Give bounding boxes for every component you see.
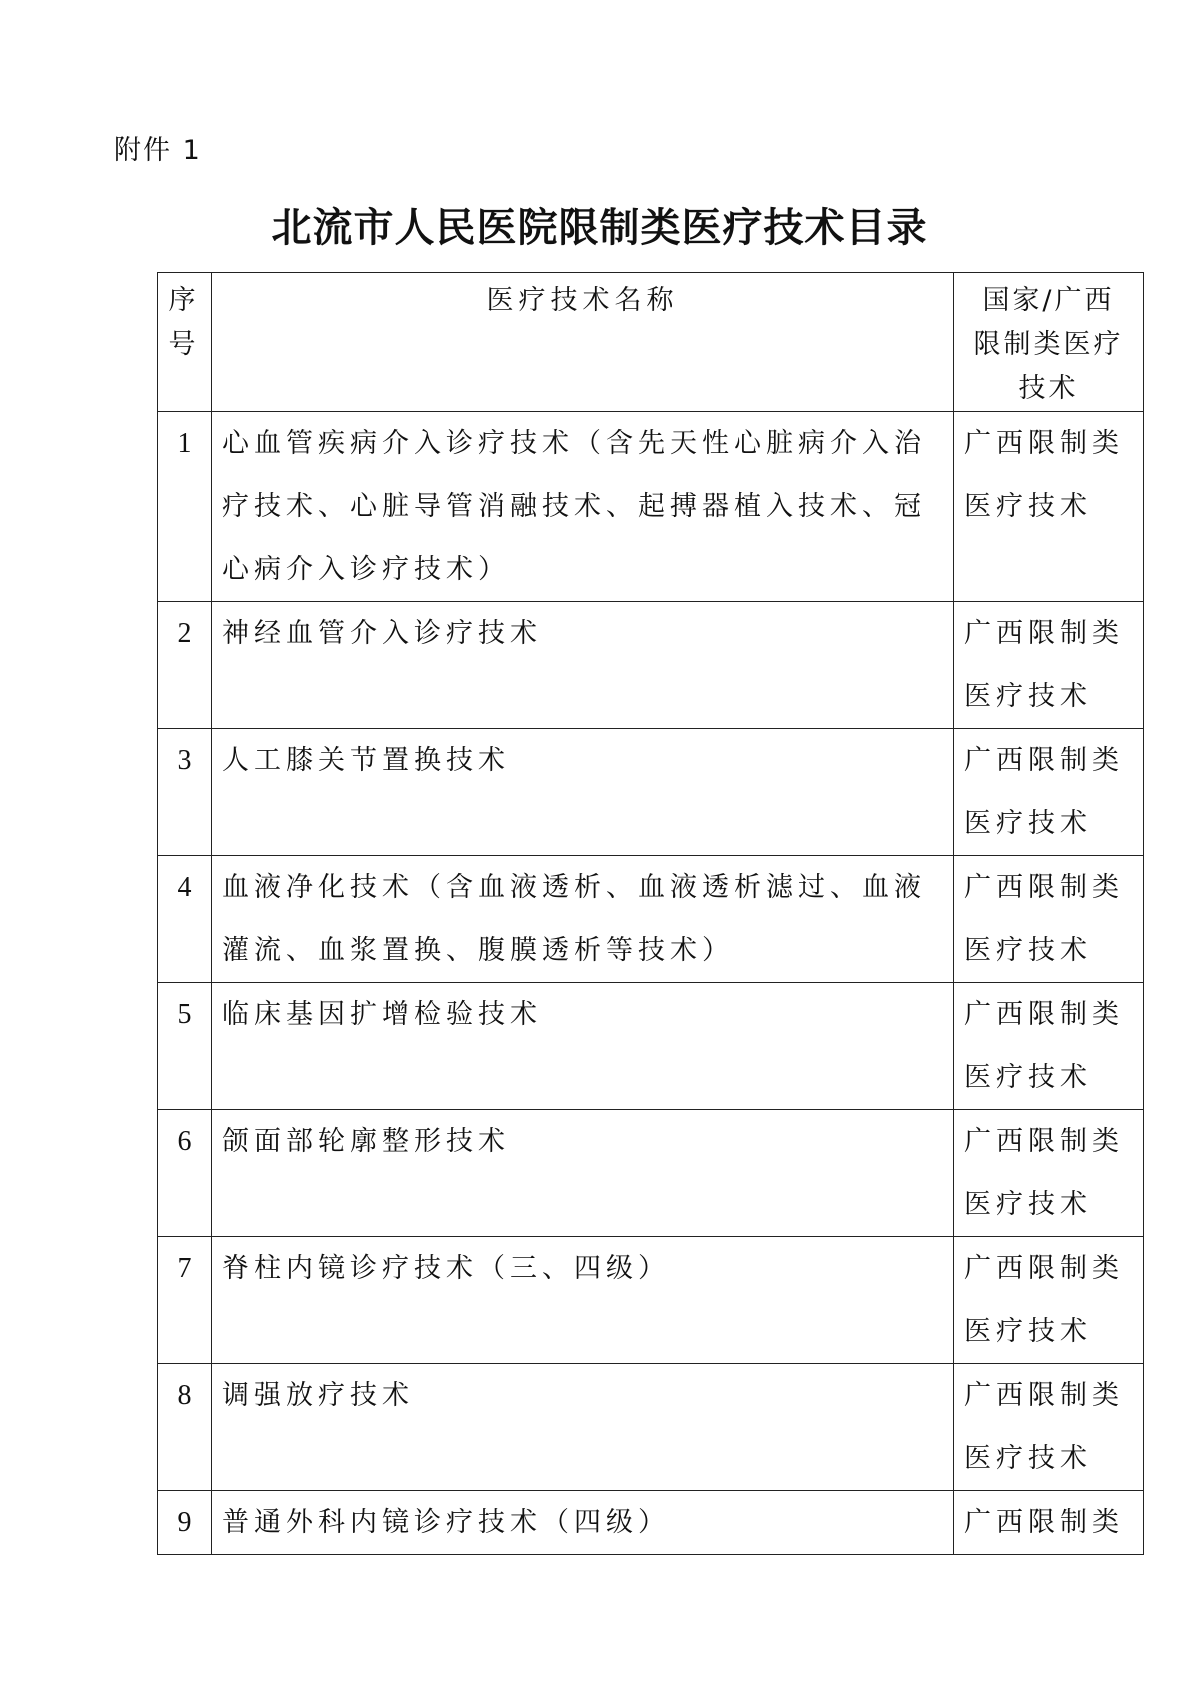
technology-name: 人工膝关节置换技术	[212, 729, 954, 856]
table-row	[158, 1110, 1144, 1237]
technology-name: 颌面部轮廓整形技术	[212, 1110, 954, 1237]
restriction-category: 广西限制类医疗技术	[954, 856, 1144, 983]
restriction-category: 广西限制类	[954, 1491, 1144, 1555]
technology-name: 临床基因扩增检验技术	[212, 983, 954, 1110]
header-category-line: 国家/广西	[982, 285, 1115, 316]
restriction-category: 广西限制类医疗技术	[954, 1364, 1144, 1491]
technology-name: 血液净化技术（含血液透析、血液透析滤过、血液灌流、血浆置换、腹膜透析等技术）	[212, 856, 954, 983]
table-row	[158, 1364, 1144, 1491]
table-row	[158, 412, 1144, 602]
technology-name: 神经血管介入诊疗技术	[212, 602, 954, 729]
restriction-category: 广西限制类医疗技术	[954, 729, 1144, 856]
attachment-label: 附件 1	[114, 135, 202, 166]
table-row	[158, 1237, 1144, 1364]
row-number: 1	[158, 412, 212, 602]
technology-table	[157, 272, 1144, 1555]
row-number: 5	[158, 983, 212, 1110]
technology-name: 普通外科内镜诊疗技术（四级）	[212, 1491, 954, 1555]
header-number-line: 号	[168, 329, 201, 360]
table-header-row	[158, 273, 1144, 412]
header-name-line: 医疗技术名称	[486, 285, 679, 316]
header-category-line: 技术	[1018, 373, 1079, 404]
row-number: 8	[158, 1364, 212, 1491]
row-number: 2	[158, 602, 212, 729]
restriction-category: 广西限制类医疗技术	[954, 1110, 1144, 1237]
row-number: 6	[158, 1110, 212, 1237]
restriction-category: 广西限制类医疗技术	[954, 412, 1144, 602]
header-name	[212, 273, 954, 412]
restriction-category: 广西限制类医疗技术	[954, 1237, 1144, 1364]
page-title: 北流市人民医院限制类医疗技术目录	[271, 204, 928, 251]
table-row	[158, 983, 1144, 1110]
restriction-category: 广西限制类医疗技术	[954, 602, 1144, 729]
header-number-line: 序	[168, 285, 201, 316]
technology-name: 脊柱内镜诊疗技术（三、四级）	[212, 1237, 954, 1364]
table-row	[158, 602, 1144, 729]
header-category-line: 限制类医疗	[973, 329, 1124, 360]
row-number: 7	[158, 1237, 212, 1364]
technology-name: 心血管疾病介入诊疗技术（含先天性心脏病介入治疗技术、心脏导管消融技术、起搏器植入技术、冠心病介入诊疗技术）	[212, 412, 954, 602]
table-row	[158, 729, 1144, 856]
row-number: 4	[158, 856, 212, 983]
header-category	[954, 273, 1144, 412]
restriction-category: 广西限制类医疗技术	[954, 983, 1144, 1110]
table-row	[158, 856, 1144, 983]
table-row	[158, 1491, 1144, 1555]
technology-name: 调强放疗技术	[212, 1364, 954, 1491]
row-number: 3	[158, 729, 212, 856]
header-number	[158, 273, 212, 412]
row-number: 9	[158, 1491, 212, 1555]
